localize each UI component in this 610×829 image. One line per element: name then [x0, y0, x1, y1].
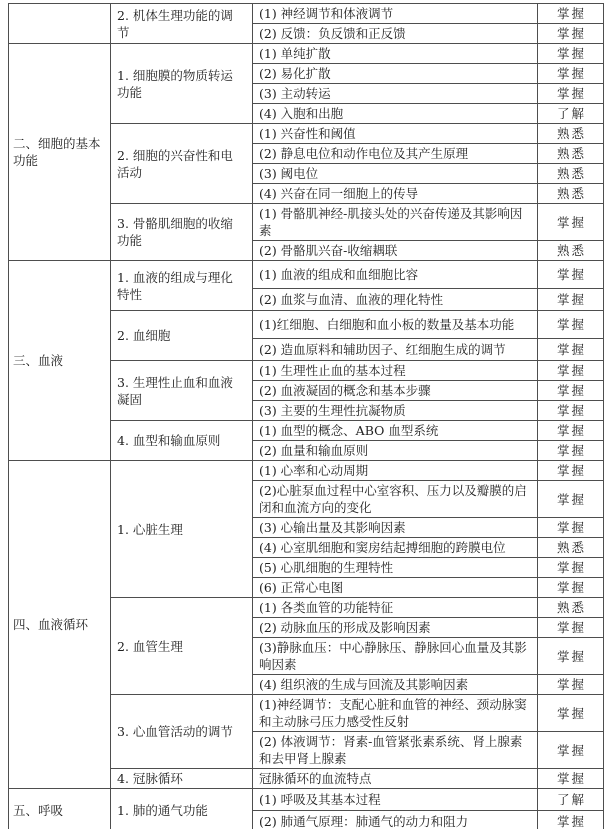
- topic-cell: (3) 心输出量及其影响因素: [253, 518, 538, 538]
- topic-cell: (1) 呼吸及其基本过程: [253, 789, 538, 811]
- topic-cell: (1) 各类血管的功能特征: [253, 598, 538, 618]
- level-cell: 掌握: [538, 4, 604, 24]
- section-cell: 3. 骨骼肌细胞的收缩功能: [111, 204, 253, 261]
- level-cell: 熟悉: [538, 144, 604, 164]
- level-cell: 了解: [538, 789, 604, 811]
- topic-cell: (1)红细胞、白细胞和血小板的数量及基本功能: [253, 311, 538, 339]
- level-cell: 掌握: [538, 381, 604, 401]
- level-cell: 掌握: [538, 732, 604, 769]
- topic-cell: (1) 神经调节和体液调节: [253, 4, 538, 24]
- chapter-cell-empty: [9, 4, 111, 44]
- chapter-cell: 五、呼吸: [9, 789, 111, 829]
- topic-cell: (3)静脉血压：中心静脉压、静脉回心血量及其影响因素: [253, 638, 538, 675]
- topic-cell: (2) 血浆与血清、血液的理化特性: [253, 289, 538, 311]
- level-cell: 掌握: [538, 638, 604, 675]
- topic-cell: (1) 兴奋性和阈值: [253, 124, 538, 144]
- level-cell: 掌握: [538, 481, 604, 518]
- level-cell: 掌握: [538, 204, 604, 241]
- level-cell: 掌握: [538, 421, 604, 441]
- level-cell: 掌握: [538, 64, 604, 84]
- topic-cell: (2) 血量和输血原则: [253, 441, 538, 461]
- table-row: [9, 461, 604, 481]
- chapter-cell: 二、细胞的基本功能: [9, 44, 111, 261]
- topic-cell: (2)心脏泵血过程中心室容积、压力以及瓣膜的启闭和血流方向的变化: [253, 481, 538, 518]
- level-cell: 掌握: [538, 618, 604, 638]
- topic-cell: (3) 主动转运: [253, 84, 538, 104]
- chapter-cell: 四、血液循环: [9, 461, 111, 789]
- level-cell: 掌握: [538, 289, 604, 311]
- table-row: [9, 44, 604, 64]
- topic-cell: (1) 血型的概念、ABO 血型系统: [253, 421, 538, 441]
- level-cell: 掌握: [538, 261, 604, 289]
- level-cell: 掌握: [538, 441, 604, 461]
- topic-cell: (4) 入胞和出胞: [253, 104, 538, 124]
- topic-cell: (2) 造血原料和辅助因子、红细胞生成的调节: [253, 339, 538, 361]
- topic-cell: (2) 体液调节：肾素-血管紧张素系统、肾上腺素和去甲肾上腺素: [253, 732, 538, 769]
- section-cell: 2. 血管生理: [111, 598, 253, 695]
- topic-cell: (2) 动脉血压的形成及影响因素: [253, 618, 538, 638]
- table-row: [9, 4, 604, 24]
- topic-cell: (1)神经调节：支配心脏和血管的神经、颈动脉窦和主动脉弓压力感受性反射: [253, 695, 538, 732]
- topic-cell: (2) 静息电位和动作电位及其产生原理: [253, 144, 538, 164]
- level-cell: 掌握: [538, 361, 604, 381]
- topic-cell: (4) 心室肌细胞和窦房结起搏细胞的跨膜电位: [253, 538, 538, 558]
- level-cell: 了解: [538, 104, 604, 124]
- document-page: [0, 3, 610, 829]
- level-cell: 熟悉: [538, 598, 604, 618]
- chapter-cell: 三、血液: [9, 261, 111, 461]
- level-cell: 熟悉: [538, 124, 604, 144]
- table-row: [9, 261, 604, 289]
- section-cell: 3. 心血管活动的调节: [111, 695, 253, 769]
- level-cell: 掌握: [538, 558, 604, 578]
- level-cell: 熟悉: [538, 164, 604, 184]
- level-cell: 掌握: [538, 769, 604, 789]
- level-cell: 掌握: [538, 401, 604, 421]
- section-cell: 1. 细胞膜的物质转运功能: [111, 44, 253, 124]
- section-cell: 1. 心脏生理: [111, 461, 253, 598]
- syllabus-table: [8, 3, 604, 829]
- section-cell: 4. 冠脉循环: [111, 769, 253, 789]
- level-cell: 熟悉: [538, 538, 604, 558]
- section-cell: 1. 肺的通气功能: [111, 789, 253, 829]
- level-cell: 掌握: [538, 339, 604, 361]
- level-cell: 熟悉: [538, 241, 604, 261]
- section-cell: 3. 生理性止血和血液凝固: [111, 361, 253, 421]
- topic-cell: (1) 心率和心动周期: [253, 461, 538, 481]
- topic-cell: (1) 血液的组成和血细胞比容: [253, 261, 538, 289]
- level-cell: 掌握: [538, 24, 604, 44]
- topic-cell: 冠脉循环的血流特点: [253, 769, 538, 789]
- section-cell: 2. 机体生理功能的调节: [111, 4, 253, 44]
- level-cell: 熟悉: [538, 184, 604, 204]
- topic-cell: (2) 骨骼肌兴奋-收缩耦联: [253, 241, 538, 261]
- topic-cell: (3) 阈电位: [253, 164, 538, 184]
- level-cell: 掌握: [538, 675, 604, 695]
- level-cell: 掌握: [538, 578, 604, 598]
- topic-cell: (5) 心肌细胞的生理特性: [253, 558, 538, 578]
- topic-cell: (2) 血液凝固的概念和基本步骤: [253, 381, 538, 401]
- topic-cell: (2) 反馈：负反馈和正反馈: [253, 24, 538, 44]
- topic-cell: (4) 组织液的生成与回流及其影响因素: [253, 675, 538, 695]
- table-row: [9, 789, 604, 811]
- syllabus-table-body: [9, 4, 604, 829]
- section-cell: 4. 血型和输血原则: [111, 421, 253, 461]
- level-cell: 掌握: [538, 518, 604, 538]
- topic-cell: (1) 单纯扩散: [253, 44, 538, 64]
- topic-cell: (2) 肺通气原理：肺通气的动力和阻力: [253, 811, 538, 829]
- topic-cell: (3) 主要的生理性抗凝物质: [253, 401, 538, 421]
- level-cell: 掌握: [538, 84, 604, 104]
- topic-cell: (4) 兴奋在同一细胞上的传导: [253, 184, 538, 204]
- topic-cell: (1) 生理性止血的基本过程: [253, 361, 538, 381]
- level-cell: 掌握: [538, 311, 604, 339]
- topic-cell: (1) 骨骼肌神经-肌接头处的兴奋传递及其影响因素: [253, 204, 538, 241]
- section-cell: 2. 细胞的兴奋性和电活动: [111, 124, 253, 204]
- level-cell: 掌握: [538, 695, 604, 732]
- topic-cell: (2) 易化扩散: [253, 64, 538, 84]
- level-cell: 掌握: [538, 44, 604, 64]
- section-cell: 1. 血液的组成与理化特性: [111, 261, 253, 311]
- topic-cell: (6) 正常心电图: [253, 578, 538, 598]
- level-cell: 掌握: [538, 811, 604, 829]
- section-cell: 2. 血细胞: [111, 311, 253, 361]
- level-cell: 掌握: [538, 461, 604, 481]
